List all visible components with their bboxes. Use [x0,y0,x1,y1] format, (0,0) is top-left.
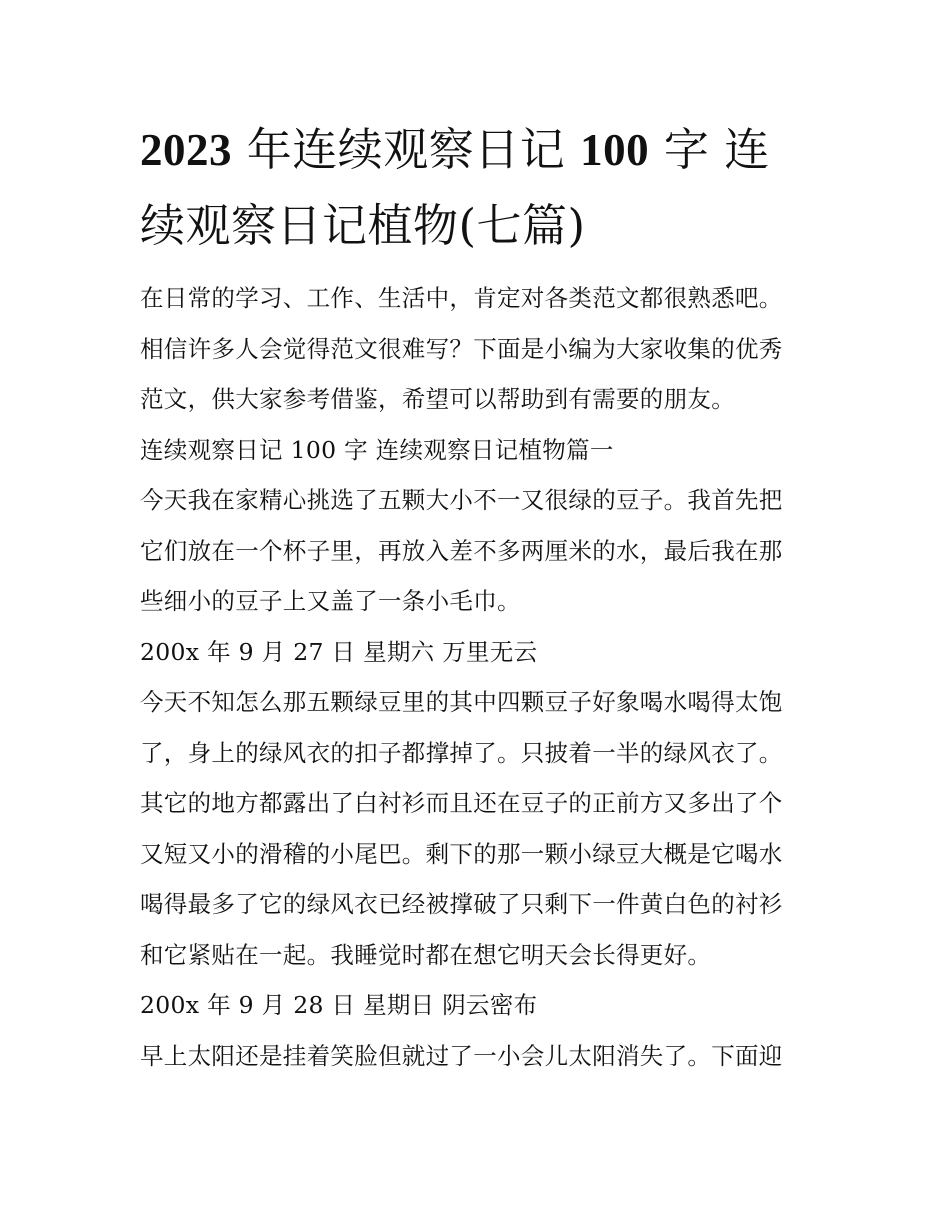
diary-date-line: 200x 年 9 月 28 日 星期日 阴云密布 [140,991,538,1019]
title-text-a: 年连续观察日记 [232,123,581,176]
body-line: 相信许多人会觉得范文很难写？下面是小编为大家收集的优秀 [140,334,783,363]
diary-date-line: 200x 年 9 月 27 日 星期六 万里无云 [140,637,538,666]
document-page [140,112,812,1081]
title-count: 100 [580,125,650,175]
body-line: 喝得最多了它的绿风衣已经被撑破了只剩下一件黄白色的衬衫 [140,890,783,918]
title-line-2: 续观察日记植物(七篇) [140,199,586,252]
title-line-1 [140,123,770,176]
body-line: 了，身上的绿风衣的扣子都撑掉了。只披着一半的绿风衣了。 [140,738,783,767]
body-line: 它们放在一个杯子里，再放入差不多两厘米的水，最后我在那 [140,536,783,565]
body-line: 又短又小的滑稽的小尾巴。剩下的那一颗小绿豆大概是它喝水 [140,839,783,868]
body-line: 今天我在家精心挑选了五颗大小不一又很绿的豆子。我首先把 [140,486,783,514]
document-title [140,112,812,263]
body-line: 些细小的豆子上又盖了一条小毛巾。 [140,587,521,615]
body-line: 今天不知怎么那五颗绿豆里的其中四颗豆子好象喝水喝得太饱 [140,688,783,716]
title-text-b: 字 连 [649,123,770,176]
title-year: 2023 [140,125,232,175]
body-line: 其它的地方都露出了白衬衫而且还在豆子的正前方又多出了个 [140,789,783,817]
body-line: 和它紧贴在一起。我睡觉时都在想它明天会长得更好。 [140,940,712,969]
body-line: 在日常的学习、工作、生活中，肯定对各类范文都很熟悉吧。 [140,284,783,312]
body-line: 早上太阳还是挂着笑脸但就过了一小会儿太阳消失了。下面迎 [140,1041,783,1070]
section-heading: 连续观察日记 100 字 连续观察日记植物篇一 [140,435,614,464]
body-line: 范文，供大家参考借鉴，希望可以帮助到有需要的朋友。 [140,385,735,413]
